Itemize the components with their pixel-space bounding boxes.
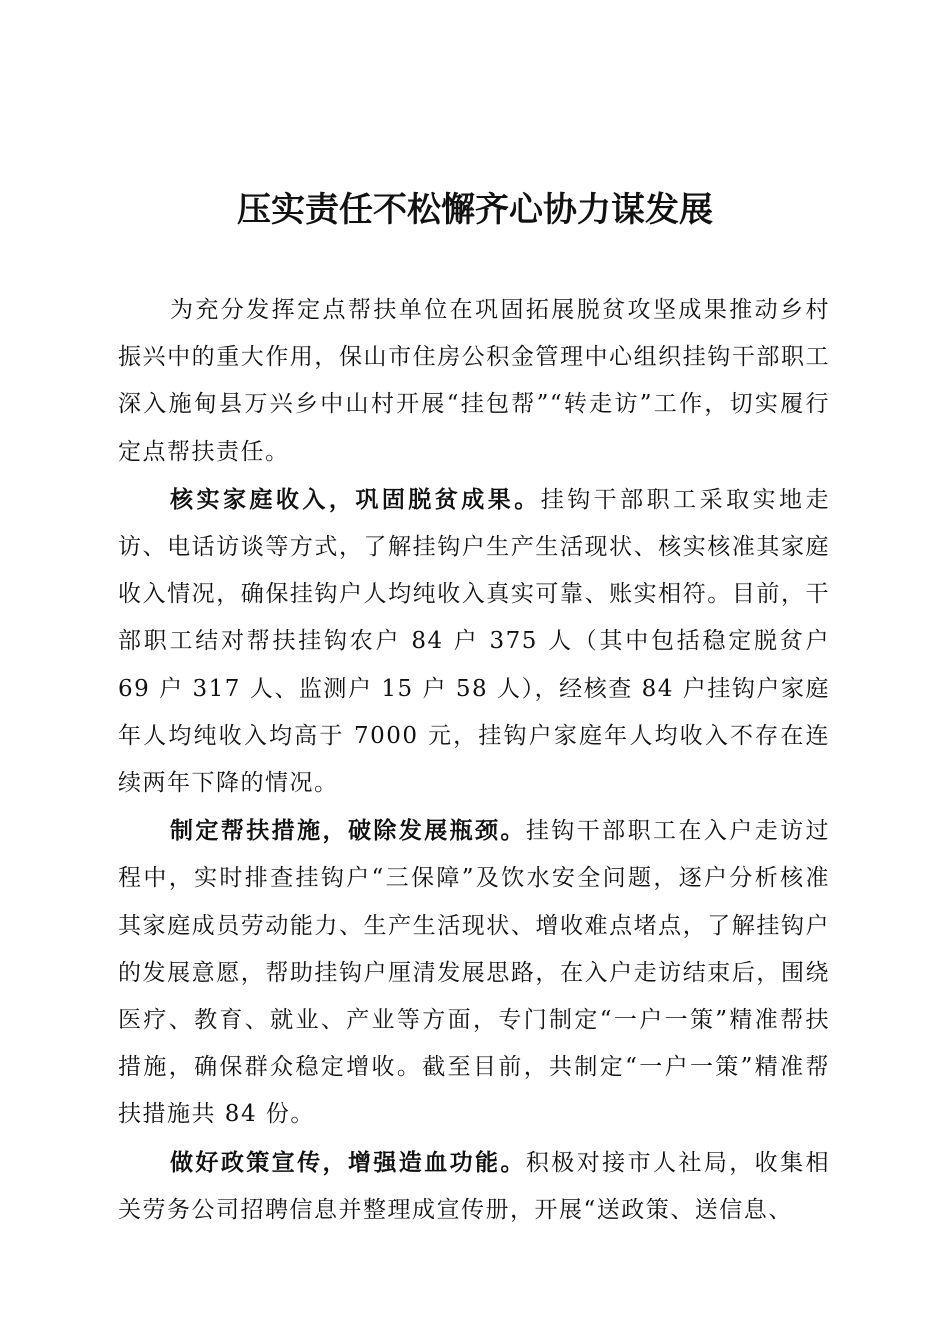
- paragraph-income: [118, 476, 830, 807]
- paragraph-text: 挂钩干部职工采取实地走访、电话访谈等方式，了解挂钩户生产生活现状、核实核准其家庭收入情况，确保挂钩户人均纯收入真实可靠、账实相符。目前，干部职工结对帮扶挂钩农户 84 户 375 人（其中包括稳定脱贫户 69 户 317 人、监测户 15 户 58 人），经核查 84 户挂钩户家庭年人均纯收入均高于 7000 元，挂钩户家庭年人均收入不存在连续两年下降的情况。: [118, 486, 831, 797]
- paragraph-lead: 制定帮扶措施，破除发展瓶颈。: [170, 817, 526, 845]
- paragraph-text: 积极对接市人社局，收集相关劳务公司招聘信息并整理成宣传册，开展“送政策、送信息、: [118, 1149, 831, 1223]
- paragraph-policy: [118, 1139, 830, 1234]
- paragraph-lead: 做好政策宣传，增强造血功能。: [170, 1148, 526, 1176]
- paragraph-text: 为充分发挥定点帮扶单位在巩固拓展脱贫攻坚成果推动乡村振兴中的重大作用，保山市住房公积金管理中心组织挂钩干部职工深入施甸县万兴乡中山村开展“挂包帮”“转走访”工作，切实履行定点帮扶责任。: [118, 297, 830, 465]
- paragraph-lead: 核实家庭收入，巩固脱贫成果。: [170, 485, 541, 513]
- paragraph-intro: [118, 286, 830, 476]
- document-title: 压实责任不松懈齐心协力谋发展: [237, 190, 713, 230]
- paragraph-measures: [118, 807, 830, 1138]
- document-body: [118, 286, 830, 1234]
- paragraph-text: 挂钩干部职工在入户走访过程中，实时排查挂钩户“三保障”及饮水安全问题，逐户分析核准其家庭成员劳动能力、生产生活现状、增收难点堵点，了解挂钩户的发展意愿，帮助挂钩户厘清发展思路，在入户走访结束后，围绕医疗、教育、就业、产业等方面，专门制定“一户一策”精准帮扶措施，确保群众稳定增收。截至目前，共制定“一户一策”精准帮扶措施共 84 份。: [118, 818, 831, 1128]
